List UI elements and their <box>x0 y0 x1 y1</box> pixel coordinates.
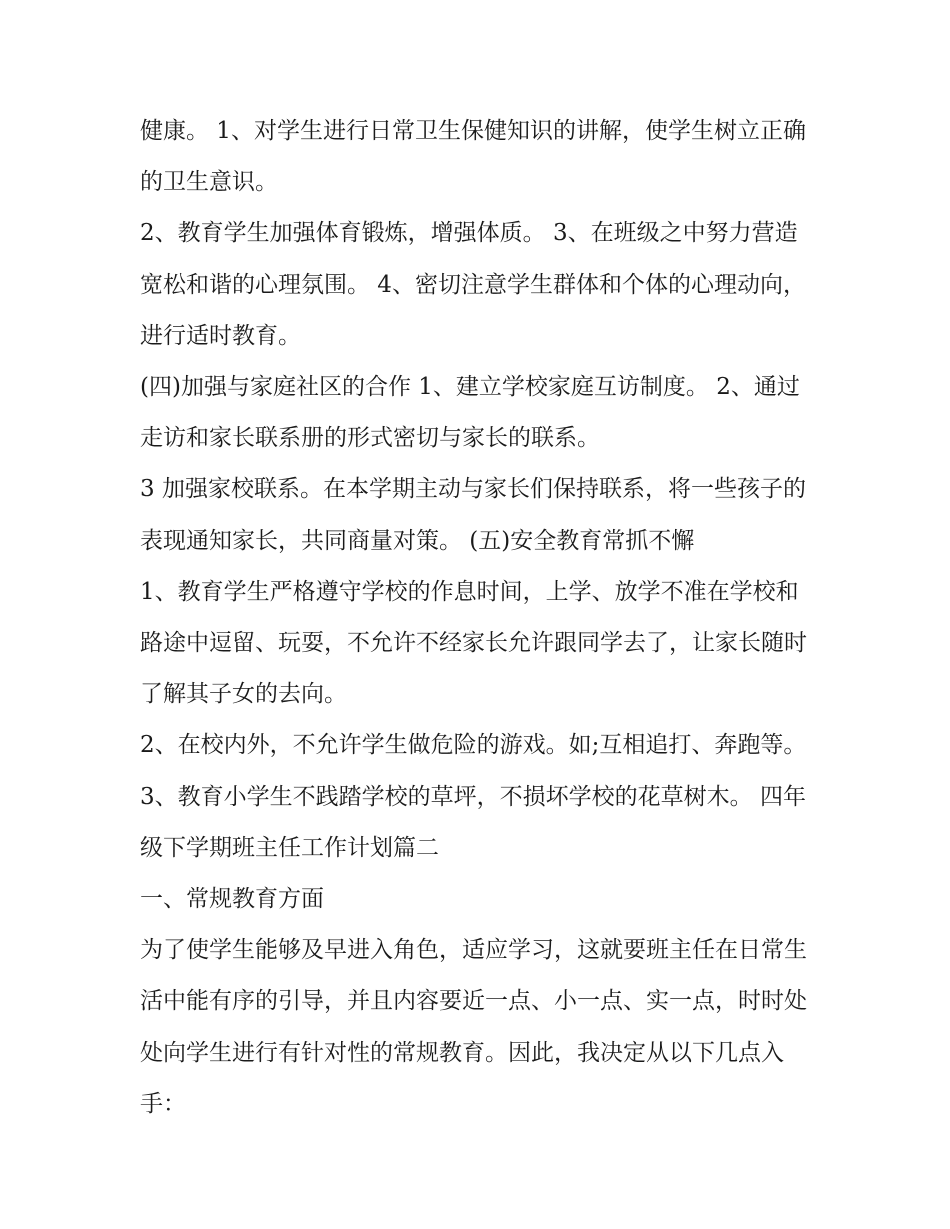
paragraph-family-community: (四)加强与家庭社区的合作 1、建立学校家庭互访制度。 2、通过走访和家长联系册的形式密切与家长的联系。 <box>140 374 800 452</box>
paragraph-exercise-psychology: 2、教育学生加强体育锻炼，增强体质。 3、在班级之中努力营造宽松和谐的心理氛围。 4、密切注意学生群体和个体的心理动向，进行适时教育。 <box>140 220 806 349</box>
paragraph-dangerous-games: 2、在校内外，不允许学生做危险的游戏。如;互相追打、奔跑等。 3、教育小学生不践踏学校的草坪，不损坏学校的花草树木。 四年级下学期班主任工作计划篇二 <box>140 732 807 861</box>
section-heading-routine-education: 一、常规教育方面 <box>140 886 324 913</box>
paragraph-routine-education: 为了使学生能够及早进入角色，适应学习，这就要班主任在日常生活中能有序的引导，并且内容要近一点、小一点、实一点，时时处处向学生进行有针对性的常规教育。因此，我决定从以下几点入手： <box>140 937 807 1117</box>
paragraph-hygiene: 健康。 1、对学生进行日常卫生保健知识的讲解，使学生树立正确的卫生意识。 <box>140 118 806 196</box>
paragraph-home-school-contact: 3 加强家校联系。在本学期主动与家长们保持联系，将一些孩子的表现通知家长，共同商量对策。 (五)安全教育常抓不懈 <box>140 476 806 554</box>
document-body <box>140 106 820 1130</box>
paragraph-schedule-safety: 1、教育学生严格遵守学校的作息时间，上学、放学不准在学校和路途中逗留、玩耍，不允许不经家长允许跟同学去了，让家长随时了解其子女的去向。 <box>140 578 807 708</box>
